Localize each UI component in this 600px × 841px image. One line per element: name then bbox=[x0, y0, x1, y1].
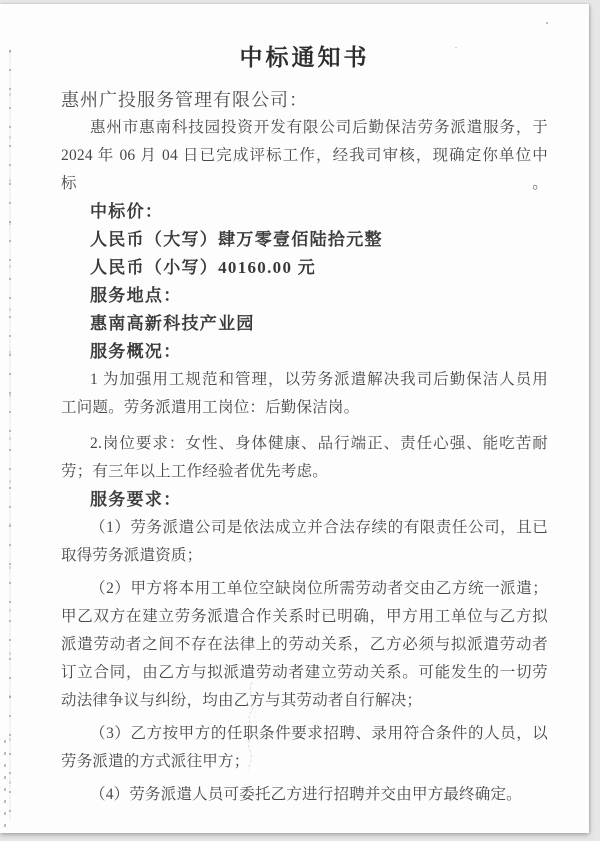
overview-line: 1 为加强用工规范和管理，以劳务派遣解决我司后勤保洁人员用 bbox=[90, 371, 548, 388]
requirement-line: 动法律争议与纠纷，均由乙方与其劳动者自行解决； bbox=[61, 692, 423, 709]
scan-edge-artifact bbox=[4, 740, 6, 828]
requirement-line: （1）劳务派遣公司是依法成立并合法存续的有限责任公司，且已 bbox=[90, 519, 548, 536]
recipient-name: 惠州广投服务管理有限公司： bbox=[61, 90, 308, 110]
requirement-line: 劳务派遣的方式派往甲方； bbox=[61, 753, 250, 770]
service-location-label: 服务地点： bbox=[90, 286, 182, 305]
service-overview-label: 服务概况： bbox=[90, 342, 182, 361]
service-location-value: 惠南高新科技产业园 bbox=[90, 314, 255, 333]
overview-line: 劳；有三年以上工作经验者优先考虑。 bbox=[61, 463, 328, 480]
intro-line: 惠州市惠南科技园投资开发有限公司后勤保洁劳务派遣服务，于 bbox=[90, 119, 548, 136]
overview-line: 工问题。劳务派遣用工岗位：后勤保洁岗。 bbox=[61, 399, 360, 416]
award-amount-figures: 人民币（小写）40160.00 元 bbox=[90, 258, 317, 277]
document-title: 中标通知书 bbox=[239, 44, 370, 70]
requirement-line: （2）甲方将本用工单位空缺岗位所需劳动者交由乙方统一派遣； bbox=[90, 580, 548, 597]
award-price-label: 中标价： bbox=[90, 202, 164, 221]
intro-line: 2024 年 06 月 04 日已完成评标工作，经我司审核，现确定你单位中标。 bbox=[61, 147, 548, 192]
requirement-line: 派遣劳动者之间不存在法律上的劳动关系，乙方必须与拟派遣劳动者 bbox=[61, 636, 548, 653]
document-content bbox=[61, 42, 548, 809]
requirement-line: 订立合同，由乙方与拟派遣劳动者建立劳动关系。可能发生的一切劳 bbox=[61, 664, 548, 681]
requirement-line: （4）劳务派遣人员可委托乙方进行招聘并交由甲方最终确定。 bbox=[90, 786, 522, 803]
scanned-document-page bbox=[0, 4, 589, 833]
scan-edge-artifact bbox=[9, 50, 11, 819]
requirement-line: （3）乙方按甲方的任职条件要求招聘、录用符合条件的人员，以 bbox=[90, 725, 548, 742]
overview-line: 2.岗位要求：女性、身体健康、品行端正、责任心强、能吃苦耐 bbox=[90, 435, 548, 452]
award-amount-words: 人民币（大写）肆万零壹佰陆拾元整 bbox=[90, 230, 383, 249]
service-requirements-label: 服务要求： bbox=[90, 490, 182, 509]
requirement-line: 取得劳务派遣资质； bbox=[61, 547, 203, 564]
scan-speck bbox=[546, 22, 548, 24]
requirement-line: 甲乙双方在建立劳务派遣合作关系时已明确，甲方用工单位与乙方拟 bbox=[61, 608, 548, 625]
